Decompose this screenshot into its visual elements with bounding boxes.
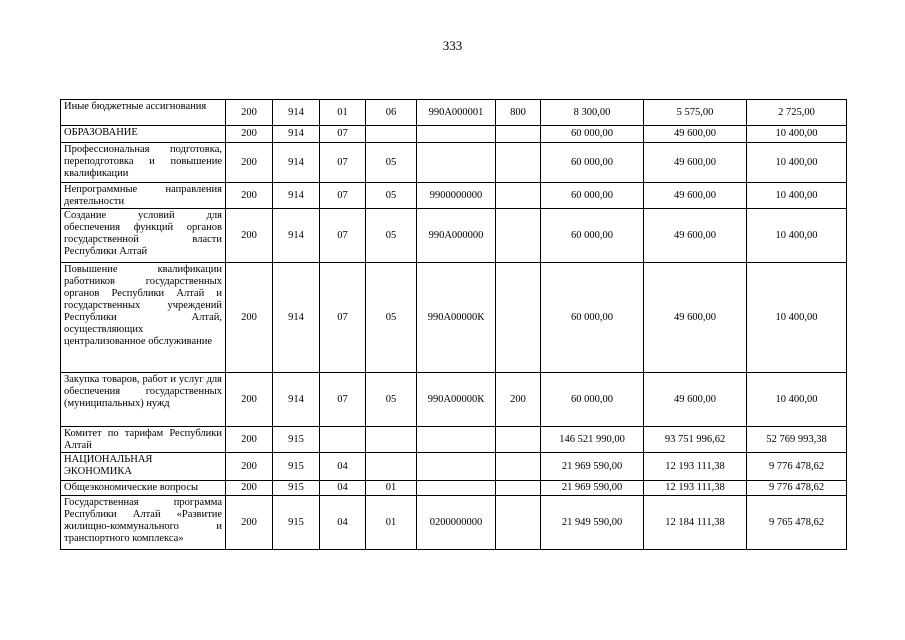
amount-cell: 12 193 111,38 xyxy=(644,453,747,481)
section-code-cell: 04 xyxy=(320,496,366,550)
expense-type-cell xyxy=(496,427,541,453)
section-code-cell xyxy=(320,427,366,453)
budget-item-name: Иные бюджетные ассигнования xyxy=(61,100,226,126)
ministry-code-cell: 914 xyxy=(273,373,320,427)
code-cell: 200 xyxy=(226,209,273,263)
amount-cell: 12 193 111,38 xyxy=(644,481,747,496)
target-article-cell: 990А000000 xyxy=(417,209,496,263)
ministry-code-cell: 914 xyxy=(273,209,320,263)
budget-item-name: Повышение квалификации работников государственных органов Республики Алтай и государственных учреждений Республики Алтай, осуществляющих централизованное обслуживание xyxy=(61,263,226,373)
section-code-cell: 07 xyxy=(320,183,366,209)
code-cell: 200 xyxy=(226,453,273,481)
amount-cell: 60 000,00 xyxy=(541,209,644,263)
table-row xyxy=(61,100,847,126)
expense-type-cell: 800 xyxy=(496,100,541,126)
table-row xyxy=(61,453,847,481)
amount-cell: 49 600,00 xyxy=(644,183,747,209)
amount-cell: 52 769 993,38 xyxy=(747,427,847,453)
amount-cell: 10 400,00 xyxy=(747,263,847,373)
section-code-cell: 07 xyxy=(320,143,366,183)
amount-cell: 12 184 111,38 xyxy=(644,496,747,550)
amount-cell: 21 969 590,00 xyxy=(541,481,644,496)
ministry-code-cell: 915 xyxy=(273,496,320,550)
table-row xyxy=(61,183,847,209)
code-cell: 200 xyxy=(226,373,273,427)
ministry-code-cell: 914 xyxy=(273,183,320,209)
amount-cell: 2 725,00 xyxy=(747,100,847,126)
ministry-code-cell: 914 xyxy=(273,143,320,183)
expense-type-cell xyxy=(496,481,541,496)
ministry-code-cell: 915 xyxy=(273,453,320,481)
amount-cell: 60 000,00 xyxy=(541,183,644,209)
amount-cell: 49 600,00 xyxy=(644,209,747,263)
target-article-cell: 0200000000 xyxy=(417,496,496,550)
amount-cell: 21 969 590,00 xyxy=(541,453,644,481)
amount-cell: 49 600,00 xyxy=(644,263,747,373)
expense-type-cell xyxy=(496,143,541,183)
target-article-cell xyxy=(417,143,496,183)
target-article-cell: 990А00000К xyxy=(417,373,496,427)
table-row xyxy=(61,143,847,183)
amount-cell: 10 400,00 xyxy=(747,373,847,427)
target-article-cell xyxy=(417,427,496,453)
ministry-code-cell: 915 xyxy=(273,427,320,453)
amount-cell: 10 400,00 xyxy=(747,209,847,263)
subsection-code-cell: 01 xyxy=(366,496,417,550)
amount-cell: 49 600,00 xyxy=(644,126,747,143)
subsection-code-cell: 05 xyxy=(366,209,417,263)
amount-cell: 60 000,00 xyxy=(541,263,644,373)
target-article-cell xyxy=(417,126,496,143)
code-cell: 200 xyxy=(226,100,273,126)
budget-item-name: Закупка товаров, работ и услуг для обеспечения государственных (муниципальных) нужд xyxy=(61,373,226,427)
budget-item-name: Государственная программа Республики Алтай «Развитие жилищно-коммунального и транспортного комплекса» xyxy=(61,496,226,550)
expense-type-cell xyxy=(496,209,541,263)
amount-cell: 21 949 590,00 xyxy=(541,496,644,550)
code-cell: 200 xyxy=(226,263,273,373)
target-article-cell: 990А00000К xyxy=(417,263,496,373)
budget-item-name: Общеэкономические вопросы xyxy=(61,481,226,496)
subsection-code-cell: 05 xyxy=(366,183,417,209)
ministry-code-cell: 915 xyxy=(273,481,320,496)
subsection-code-cell xyxy=(366,126,417,143)
code-cell: 200 xyxy=(226,126,273,143)
code-cell: 200 xyxy=(226,481,273,496)
amount-cell: 60 000,00 xyxy=(541,373,644,427)
expense-type-cell xyxy=(496,126,541,143)
expense-type-cell: 200 xyxy=(496,373,541,427)
amount-cell: 8 300,00 xyxy=(541,100,644,126)
section-code-cell: 04 xyxy=(320,453,366,481)
amount-cell: 10 400,00 xyxy=(747,143,847,183)
subsection-code-cell xyxy=(366,427,417,453)
subsection-code-cell: 05 xyxy=(366,373,417,427)
budget-item-name: Создание условий для обеспечения функций органов государственной власти Республики Алтай xyxy=(61,209,226,263)
subsection-code-cell: 05 xyxy=(366,263,417,373)
amount-cell: 93 751 996,62 xyxy=(644,427,747,453)
code-cell: 200 xyxy=(226,496,273,550)
amount-cell: 10 400,00 xyxy=(747,126,847,143)
budget-item-name: Непрограммные направления деятельности xyxy=(61,183,226,209)
target-article-cell: 990А000001 xyxy=(417,100,496,126)
subsection-code-cell: 01 xyxy=(366,481,417,496)
expense-type-cell xyxy=(496,183,541,209)
code-cell: 200 xyxy=(226,427,273,453)
amount-cell: 9 776 478,62 xyxy=(747,481,847,496)
budget-table xyxy=(60,99,847,550)
target-article-cell: 9900000000 xyxy=(417,183,496,209)
amount-cell: 49 600,00 xyxy=(644,373,747,427)
table-row xyxy=(61,481,847,496)
ministry-code-cell: 914 xyxy=(273,263,320,373)
ministry-code-cell: 914 xyxy=(273,126,320,143)
table-row xyxy=(61,209,847,263)
amount-cell: 10 400,00 xyxy=(747,183,847,209)
ministry-code-cell: 914 xyxy=(273,100,320,126)
amount-cell: 60 000,00 xyxy=(541,143,644,183)
table-row xyxy=(61,263,847,373)
amount-cell: 9 776 478,62 xyxy=(747,453,847,481)
amount-cell: 49 600,00 xyxy=(644,143,747,183)
table-row xyxy=(61,496,847,550)
target-article-cell xyxy=(417,481,496,496)
target-article-cell xyxy=(417,453,496,481)
section-code-cell: 04 xyxy=(320,481,366,496)
expense-type-cell xyxy=(496,496,541,550)
section-code-cell: 07 xyxy=(320,126,366,143)
budget-item-name: НАЦИОНАЛЬНАЯ ЭКОНОМИКА xyxy=(61,453,226,481)
amount-cell: 9 765 478,62 xyxy=(747,496,847,550)
table-row xyxy=(61,126,847,143)
page-number: 333 xyxy=(442,38,463,53)
subsection-code-cell xyxy=(366,453,417,481)
subsection-code-cell: 05 xyxy=(366,143,417,183)
expense-type-cell xyxy=(496,263,541,373)
budget-item-name: Комитет по тарифам Республики Алтай xyxy=(61,427,226,453)
budget-item-name: ОБРАЗОВАНИЕ xyxy=(61,126,226,143)
expense-type-cell xyxy=(496,453,541,481)
code-cell: 200 xyxy=(226,183,273,209)
section-code-cell: 01 xyxy=(320,100,366,126)
table-row xyxy=(61,427,847,453)
table-row xyxy=(61,373,847,427)
amount-cell: 146 521 990,00 xyxy=(541,427,644,453)
code-cell: 200 xyxy=(226,143,273,183)
amount-cell: 5 575,00 xyxy=(644,100,747,126)
subsection-code-cell: 06 xyxy=(366,100,417,126)
amount-cell: 60 000,00 xyxy=(541,126,644,143)
section-code-cell: 07 xyxy=(320,263,366,373)
budget-item-name: Профессиональная подготовка, переподготовка и повышение квалификации xyxy=(61,143,226,183)
section-code-cell: 07 xyxy=(320,373,366,427)
section-code-cell: 07 xyxy=(320,209,366,263)
